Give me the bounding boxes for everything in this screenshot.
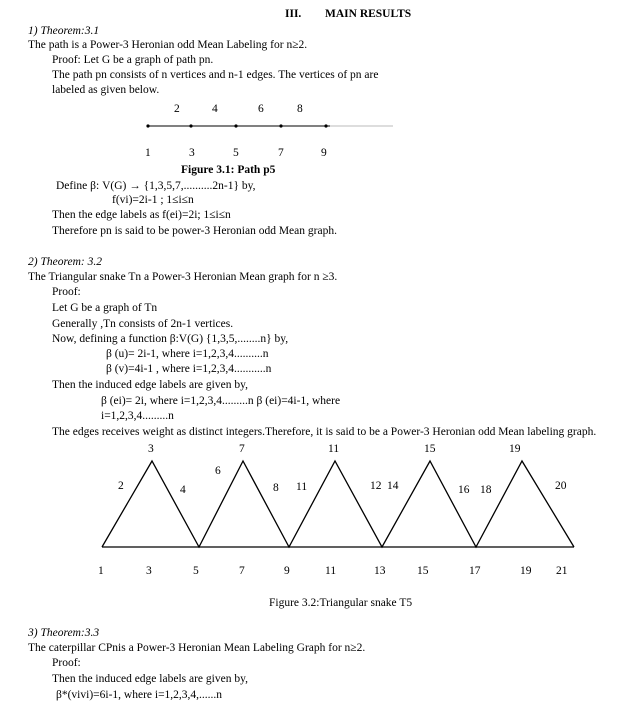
theorem-3-2-line6: Then the induced edge labels are given by, (52, 379, 248, 391)
snake-edge-label: 8 (273, 482, 279, 494)
snake-vertex-label: 19 (520, 565, 532, 577)
section-title: MAIN RESULTS (325, 8, 412, 20)
theorem-3-3-statement: The caterpillar CPnis a Power-3 Heronian Mean Labeling Graph for n≥2. (28, 642, 366, 654)
snake-edge-label: 14 (387, 480, 399, 492)
theorem-3-2-line3: Now, defining a function β:V(G) {1,3,5,........n} by, (52, 333, 289, 345)
figure-3-2-caption: Figure 3.2:Triangular snake T5 (269, 597, 413, 609)
snake-edge-label: 2 (118, 480, 124, 492)
theorem-3-1-proof: Proof: Let G be a graph of path pn. (52, 54, 214, 66)
theorem-3-2-line2: Generally ,Tn consists of 2n-1 vertices. (52, 318, 234, 330)
path-edge-label: 8 (297, 103, 303, 115)
path-edge-label: 4 (212, 103, 218, 115)
theorem-3-3-line1: Then the induced edge labels are given by, (52, 673, 248, 685)
theorem-3-1-statement: The path is a Power-3 Heronian odd Mean Labeling for n≥2. (28, 39, 308, 51)
path-vertex-label: 3 (189, 147, 195, 159)
snake-vertex-label: 9 (284, 565, 290, 577)
path-vertex-label: 7 (278, 147, 284, 159)
theorem-3-2-proof: Proof: (52, 286, 81, 298)
snake-vertex-label: 17 (469, 565, 481, 577)
snake-vertex-label: 15 (417, 565, 429, 577)
theorem-3-2-line8: i=1,2,3,4.........n (101, 410, 174, 422)
snake-vertex-label: 11 (325, 565, 337, 577)
snake-vertex-label: 7 (239, 565, 245, 577)
theorem-3-1-conclusion: Therefore pn is said to be power-3 Heronian odd Mean graph. (52, 225, 337, 237)
snake-edge-label: 6 (215, 465, 221, 477)
snake-apex-label: 7 (239, 443, 245, 455)
snake-apex-label: 15 (424, 443, 436, 455)
snake-edge-label: 11 (296, 481, 308, 493)
theorem-3-1-line4: labeled as given below. (52, 84, 160, 96)
snake-apex-label: 11 (328, 443, 340, 455)
path-vertex-label: 1 (145, 147, 151, 159)
path-edge-label: 6 (258, 103, 264, 115)
theorem-3-2-line5: β (v)=4i-1 , where i=1,2,3,4...........n (106, 363, 272, 375)
snake-vertex-label: 13 (374, 565, 386, 577)
theorem-3-3-proof: Proof: (52, 657, 81, 669)
theorem-3-1-line3: The path pn consists of n vertices and n-1 edges. The vertices of pn are (52, 69, 379, 81)
snake-edge-label: 16 (458, 484, 470, 496)
path-vertex-label: 5 (233, 147, 239, 159)
snake-edge-label: 20 (555, 480, 567, 492)
theorem-3-2-line4: β (u)= 2i-1, where i=1,2,3,4..........n (106, 348, 269, 360)
theorem-3-1-define: Define β: V(G) → {1,3,5,7,..........2n-1} by, (56, 180, 256, 192)
path-vertex-label: 9 (321, 147, 327, 159)
snake-vertex-label: 5 (193, 565, 199, 577)
section-number: III. (285, 8, 302, 20)
path-edge-label: 2 (174, 103, 180, 115)
snake-apex-label: 19 (509, 443, 521, 455)
theorem-3-1-label: 1) Theorem:3.1 (28, 25, 100, 37)
theorem-3-2-line7: β (ei)= 2i, where i=1,2,3,4.........n β (ei)=4i-1, where (101, 395, 341, 407)
snake-apex-label: 3 (148, 443, 154, 455)
theorem-3-3-line2: β*(vivi)=6i-1, where i=1,2,3,4,......n (56, 689, 223, 701)
snake-edge-label: 4 (180, 484, 186, 496)
theorem-3-2-label: 2) Theorem: 3.2 (28, 256, 102, 268)
theorem-3-3-label: 3) Theorem:3.3 (28, 627, 100, 639)
theorem-3-1-edge-labels: Then the edge labels as f(ei)=2i; 1≤i≤n (52, 209, 231, 221)
snake-vertex-label: 3 (146, 565, 152, 577)
snake-edge-label: 18 (480, 484, 492, 496)
snake-vertex-label: 1 (98, 565, 104, 577)
theorem-3-2-line1: Let G be a graph of Tn (52, 302, 158, 314)
theorem-3-1-vertex-map: f(vi)=2i-1 ; 1≤i≤n (112, 194, 194, 206)
theorem-3-2-statement: The Triangular snake Tn a Power-3 Heronian Mean graph for n ≥3. (28, 271, 338, 283)
theorem-3-2-line9: The edges receives weight as distinct integers.Therefore, it is said to be a Power-3 Heronian odd Mean labeling graph. (52, 426, 597, 438)
snake-edge-label: 12 (370, 480, 382, 492)
snake-vertex-label: 21 (556, 565, 568, 577)
figure-3-1-caption: Figure 3.1: Path p5 (181, 164, 276, 176)
